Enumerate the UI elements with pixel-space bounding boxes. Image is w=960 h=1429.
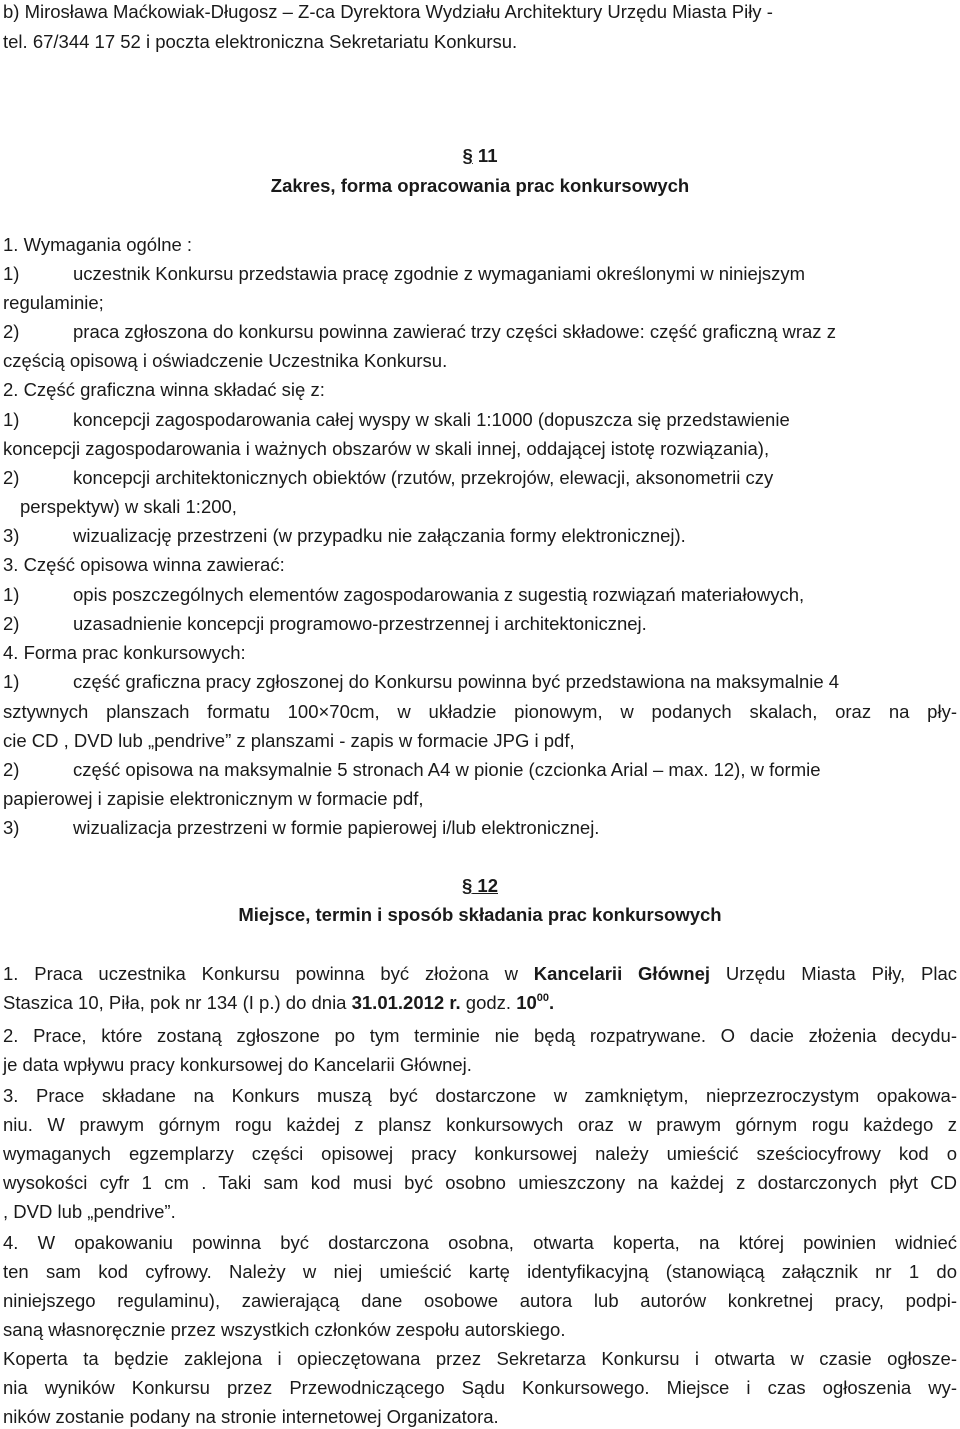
text-line: ników zostanie podany na stronie internetowej Organizatora. [3, 1406, 499, 1427]
text-line: tel. 67/344 17 52 i poczta elektroniczna Sekretariatu Konkursu. [3, 31, 518, 52]
text-line: cie CD , DVD lub „pendrive” z planszami - zapis w formacie JPG i pdf, [3, 730, 575, 751]
text-line: saną własnoręcznie przez wszystkich członków zespołu autorskiego. [3, 1319, 566, 1340]
text-line: je data wpływu pracy konkursowej do Kancelarii Głównej. [3, 1054, 472, 1075]
text-line: koncepcji zagospodarowania i ważnych obszarów w skali innej, oddającej istotę rozwiązania), [3, 438, 770, 459]
text-line: Koperta ta będzie zaklejona i opieczętowana przez Sekretarza Konkursu i otwarta w czasie ogłosze- [3, 1348, 957, 1369]
list-item: 1) uczestnik Konkursu przedstawia pracę zgodnie z wymaganiami określonymi w niniejszym [3, 263, 806, 284]
text-line: 2. Część graficzna winna składać się z: [3, 379, 325, 400]
list-item: 1) część graficzna pracy zgłoszonej do Konkursu powinna być przedstawiona na maksymalnie 4 [3, 671, 840, 692]
text-line: niniejszego regulaminu), zawierającą dane osobowe autora lub autorów konkretnej pracy, podpi- [3, 1290, 957, 1311]
text-line: 3. Część opisowa winna zawierać: [3, 554, 285, 575]
text-line: 4. W opakowaniu powinna być dostarczona osobna, otwarta koperta, na której powinien widnieć [3, 1232, 957, 1253]
text-line: częścią opisową i oświadczenie Uczestnika Konkursu. [3, 350, 448, 371]
list-item: 3) wizualizację przestrzeni (w przypadku nie załączania formy elektronicznej). [3, 525, 686, 546]
text-line: wymaganych egzemplarzy części opisowej pracy konkursowej należy umieścić sześciocyfrowy kod o [3, 1143, 957, 1164]
list-item: 2) część opisowa na maksymalnie 5 stronach A4 w pionie (czcionka Arial – max. 12), w formie [3, 759, 821, 780]
section-title: Miejsce, termin i sposób składania prac konkursowych [238, 904, 722, 925]
list-item: 3) wizualizacja przestrzeni w formie papierowej i/lub elektronicznej. [3, 817, 600, 838]
text-line: perspektyw) w skali 1:200, [20, 496, 237, 517]
text-line: 1. Wymagania ogólne : [3, 234, 193, 255]
list-item: 1) koncepcji zagospodarowania całej wyspy w skali 1:1000 (dopuszcza się przedstawienie [3, 409, 790, 430]
list-item: 2) praca zgłoszona do konkursu powinna zawierać trzy części składowe: część graficzną wraz z [3, 321, 836, 342]
text-line: nia wyników Konkursu przez Przewodniczącego Sądu Konkursowego. Miejsce i czas ogłoszenia wy- [3, 1377, 957, 1398]
text-line: Staszica 10, Piła, pok nr 134 (I p.) do dnia 31.01.2012 r. godz. $10^{00}$. [3, 992, 555, 1013]
list-item: 2) uzasadnienie koncepcji programowo-przestrzennej i architektonicznej. [3, 613, 647, 634]
text-line: 3. Prace składane na Konkurs muszą być dostarczone w zamkniętym, nieprzezroczystym opakowa- [3, 1085, 957, 1106]
list-item: 1) opis poszczególnych elementów zagospodarowania z sugestią rozwiązań materiałowych, [3, 584, 805, 605]
text-line: ten sam kod cyfrowy. Należy w niej umieścić kartę identyfikacyjną (stanowiącą załącznik nr 1 do [3, 1261, 957, 1282]
text-line: papierowej i zapisie elektronicznym w formacie pdf, [3, 788, 424, 809]
text-line: 1. Praca uczestnika Konkursu powinna być złożona w Kancelarii Głównej Urzędu Miasta Piły, Plac [3, 963, 958, 984]
text-line: 4. Forma prac konkursowych: [3, 642, 246, 663]
section-number: § 12 [461, 875, 498, 896]
list-item: 2) koncepcji architektonicznych obiektów (rzutów, przekrojów, elewacji, aksonometrii czy [3, 467, 774, 488]
section-symbol: § [462, 145, 473, 166]
section-title: Zakres, forma opracowania prac konkursowych [270, 175, 690, 196]
section-number: § 11 [462, 145, 498, 166]
text-line: wysokości cyfr 1 cm . Taki sam kod musi być osobno umieszczony na każdej z dostarczonych płyt CD [3, 1172, 957, 1193]
text-line: 2. Prace, które zostaną zgłoszone po tym terminie nie będą rozpatrywane. O dacie złożenia decydu- [3, 1025, 957, 1046]
text-line: b) Mirosława Maćkowiak-Długosz – Z-ca Dyrektora Wydziału Architektury Urzędu Miasta Piły - [3, 1, 773, 22]
section-symbol: § [461, 875, 473, 896]
text-line: regulaminie; [3, 292, 104, 313]
text-line: , DVD lub „pendrive”. [3, 1201, 176, 1222]
text-line: niu. W prawym górnym rogu każdej z plansz konkursowych oraz w prawym górnym rogu każdego z [3, 1114, 957, 1135]
text-line: sztywnych planszach formatu 100×70cm, w układzie pionowym, w podanych skalach, oraz na pły- [3, 701, 957, 722]
